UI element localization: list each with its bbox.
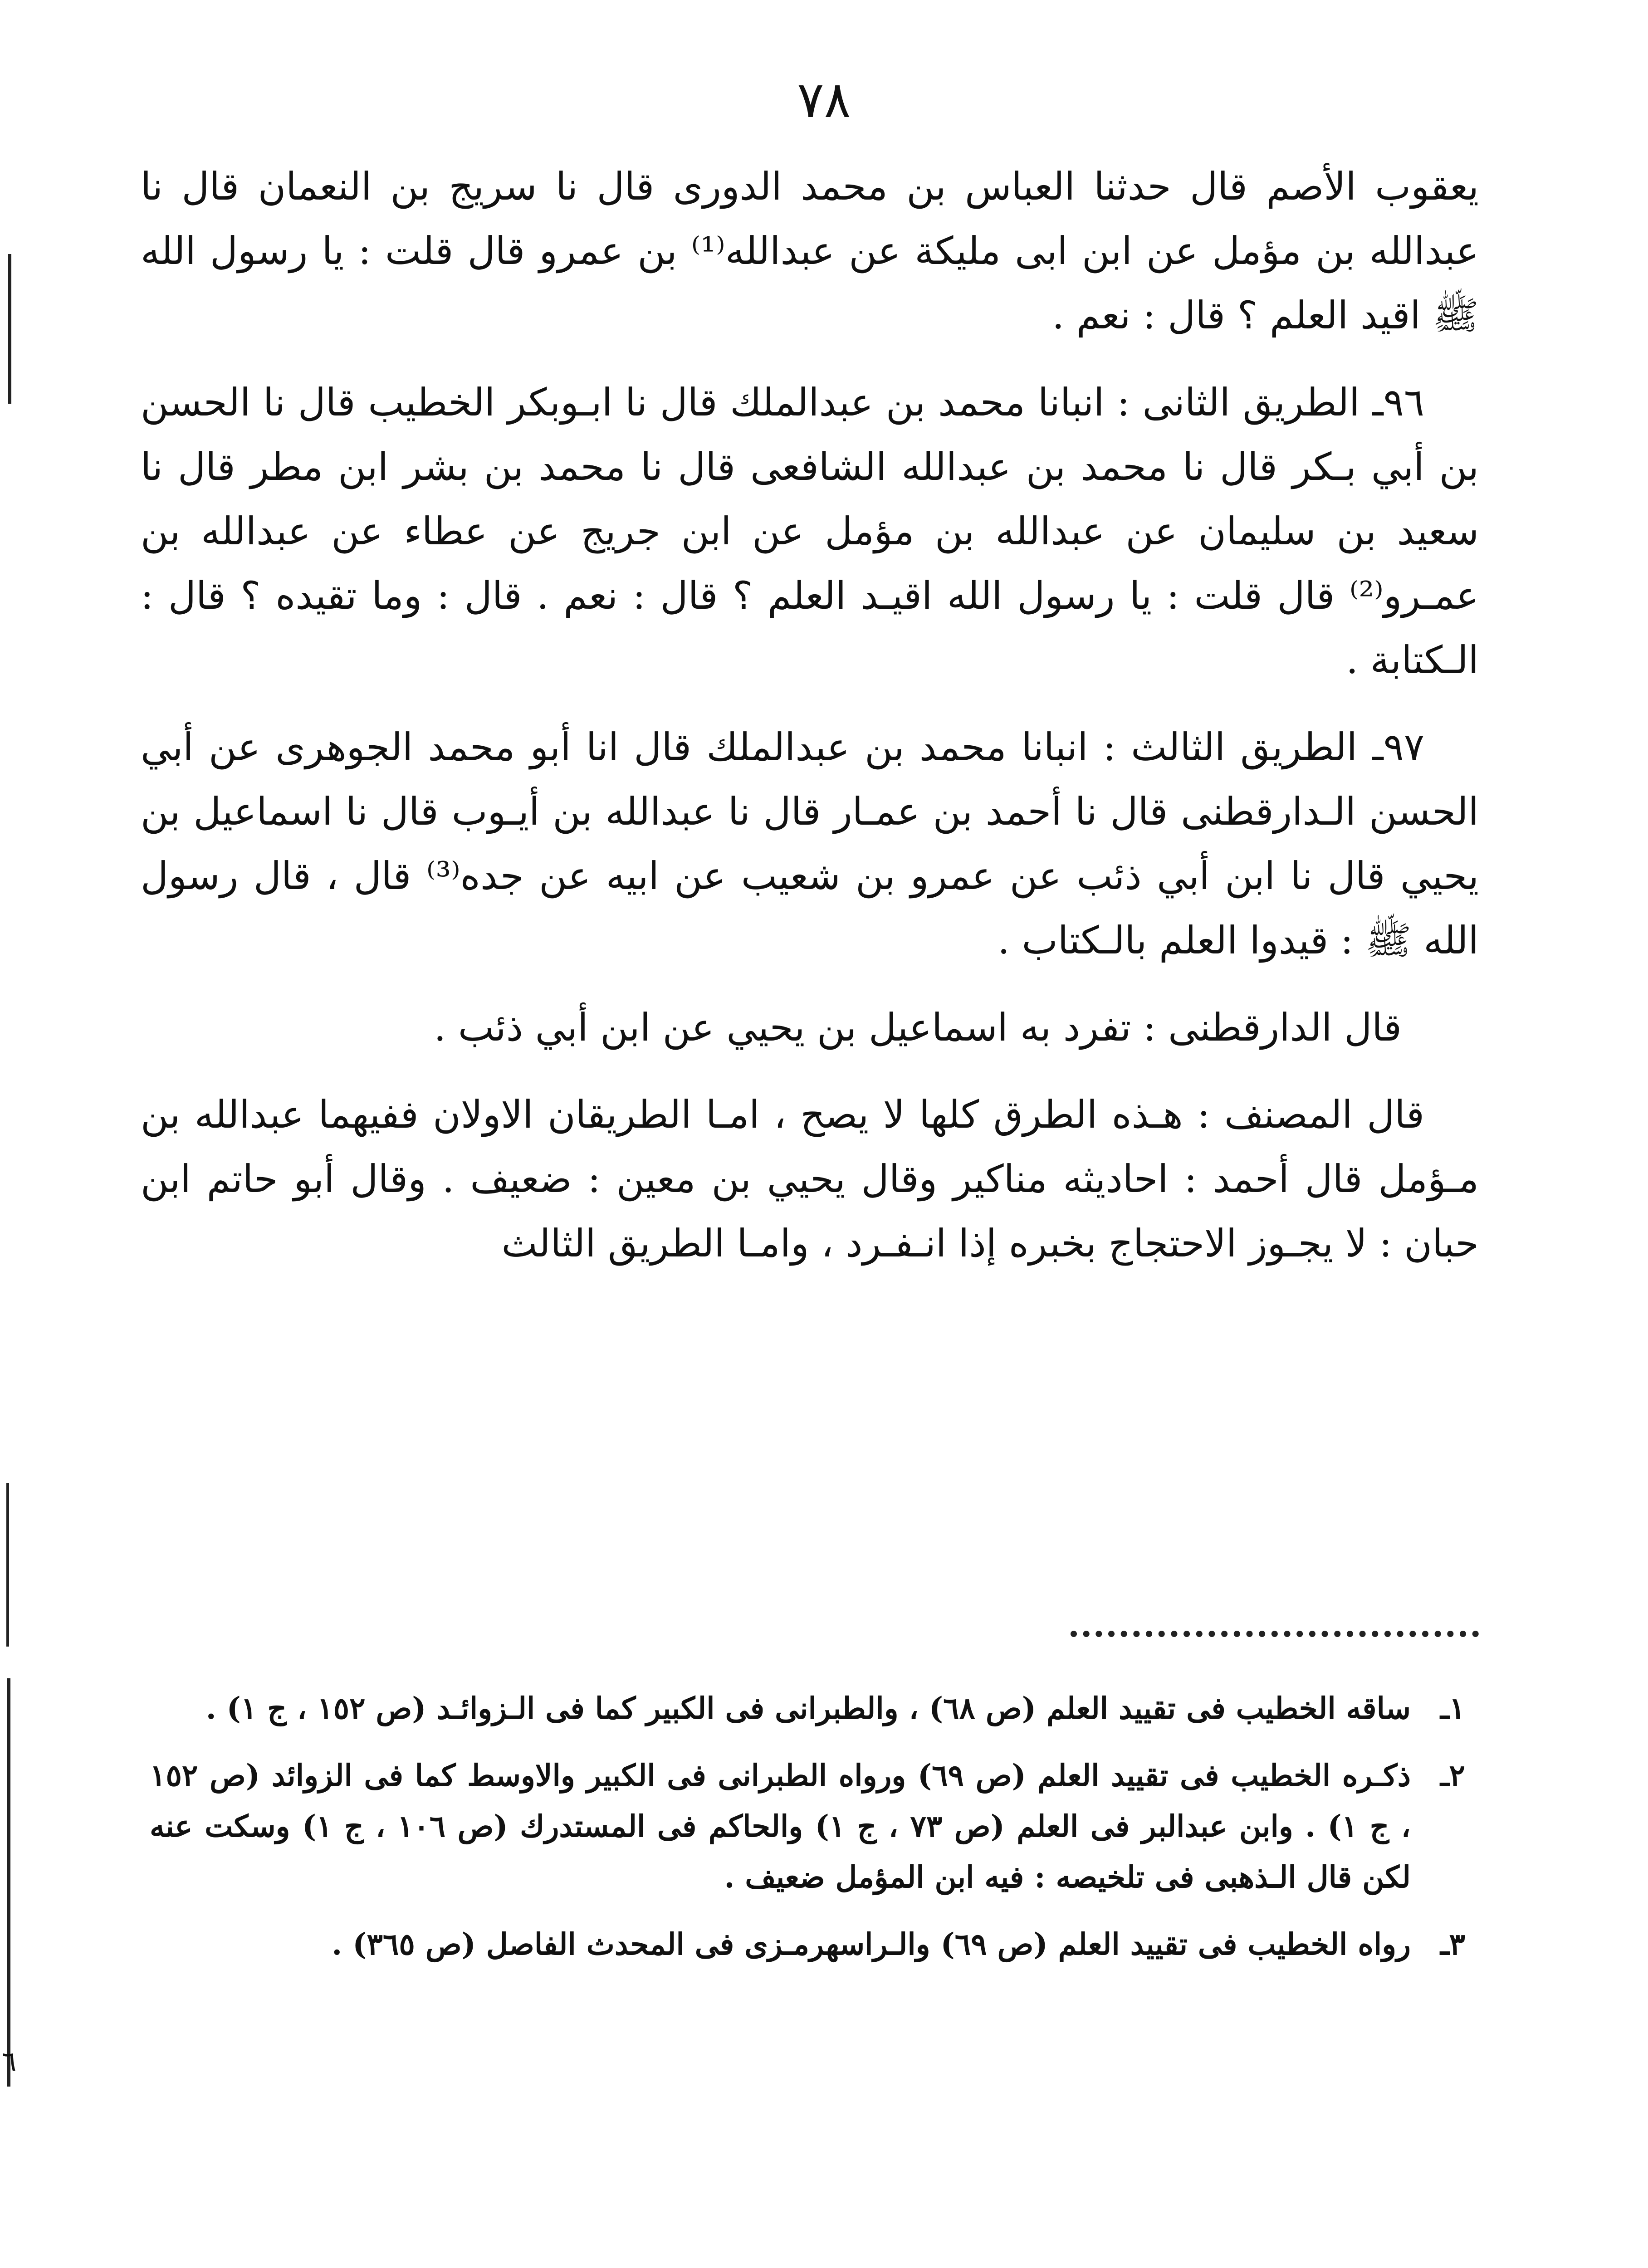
- footnote-number: ٣ـ: [1440, 1926, 1465, 1962]
- footnote-text: رواه الخطيب فى تقييد العلم (ص ٦٩) والـراسهرمـزى فى المحدث الفاصل (ص ٣٦٥) .: [332, 1926, 1411, 1962]
- footnote-2: [150, 1750, 1465, 1902]
- paragraph-hadith-97: ٩٧ـ الطريق الثالث : انبانا محمد بن عبدالملك قال انا أبو محمد الجوهرى عن أبي الحسن الـدارقطنى قال نا أحمد بن عمـار قال نا عبدالله بن أيـوب قال نا اسماعيل بن يحيي قال نا ابن أبي ذئب عن عمرو بن شعيب عن ابيه عن جده⁽³⁾ قال ، قال رسول الله ﷺ : قيدوا العلم بالـكتاب .: [141, 725, 1479, 963]
- footnote-number: ١ـ: [1440, 1691, 1465, 1726]
- scan-edge-mark-top: [8, 254, 11, 404]
- main-text-body: [141, 154, 1479, 1298]
- footnotes-section: [150, 1683, 1465, 1986]
- scan-edge-mark-lower: [7, 1678, 10, 2087]
- paragraph-daraqutni-note: قال الدارقطنى : تفرد به اسماعيل بن يحيي عن ابن أبي ذئب .: [434, 1005, 1402, 1050]
- footnote-3: [150, 1919, 1465, 1970]
- paragraph-isnad-continuation: يعقوب الأصم قال حدثنا العباس بن محمد الدورى قال نا سريج بن النعمان قال نا عبدالله بن مؤمل عن ابن ابى مليكة عن عبدالله⁽¹⁾ بن عمرو قال قلت : يا رسول الله ﷺ اقيد العلم ؟ قال : نعم .: [141, 164, 1479, 337]
- footnote-text: ساقه الخطيب فى تقييد العلم (ص ٦٨) ، والطبرانى فى الكبير كما فى الـزوائـد (ص ١٥٢ ، ج ١) .: [205, 1691, 1411, 1726]
- margin-digit: ٦: [2, 2046, 17, 2077]
- footnote-1: [150, 1683, 1465, 1734]
- footnote-text: ذكـره الخطيب فى تقييد العلم (ص ٦٩) ورواه الطبرانى فى الكبير والاوسط كما فى الزوائد (ص ١٥٢ ، ج ١) . وابن عبدالبر فى العلم (ص ٧٣ ، ج ١) والحاكم فى المستدرك (ص ١٠٦ ، ج ١) وسكت عنه لكن قال الـذهبى فى تلخيصه : فيه ابن المؤمل ضعيف .: [150, 1758, 1411, 1895]
- footnote-number: ٢ـ: [1440, 1758, 1465, 1793]
- scan-edge-mark-middle: [6, 1483, 9, 1647]
- footnote-divider: [1071, 1631, 1479, 1637]
- paragraph-hadith-96: ٩٦ـ الطريق الثانى : انبانا محمد بن عبدالملك قال نا ابـوبكر الخطيب قال نا الحسن بن أبي بـكر قال نا محمد بن عبدالله الشافعى قال نا محمد بن بشر ابن مطر قال نا سعيد بن سليمان عن عبدالله بن مؤمل عن ابن جريج عن عطاء عن عبدالله بن عمـرو⁽²⁾ قال قلت : يا رسول الله اقيـد العلم ؟ قال : نعم . قال : وما تقيده ؟ قال : الـكتابة .: [141, 380, 1479, 682]
- page-number: ٧٨: [797, 71, 851, 129]
- paragraph-author-comment: قال المصنف : هـذه الطرق كلها لا يصح ، امـا الطريقان الاولان ففيهما عبدالله بن مـؤمل قال أحمد : احاديثه مناكير وقال يحيي بن معين : ضعيف . وقال أبو حاتم ابن حبان : لا يجـوز الاحتجاج بخبره إذا انـفـرد ، وامـا الطريق الثالث: [141, 1092, 1479, 1266]
